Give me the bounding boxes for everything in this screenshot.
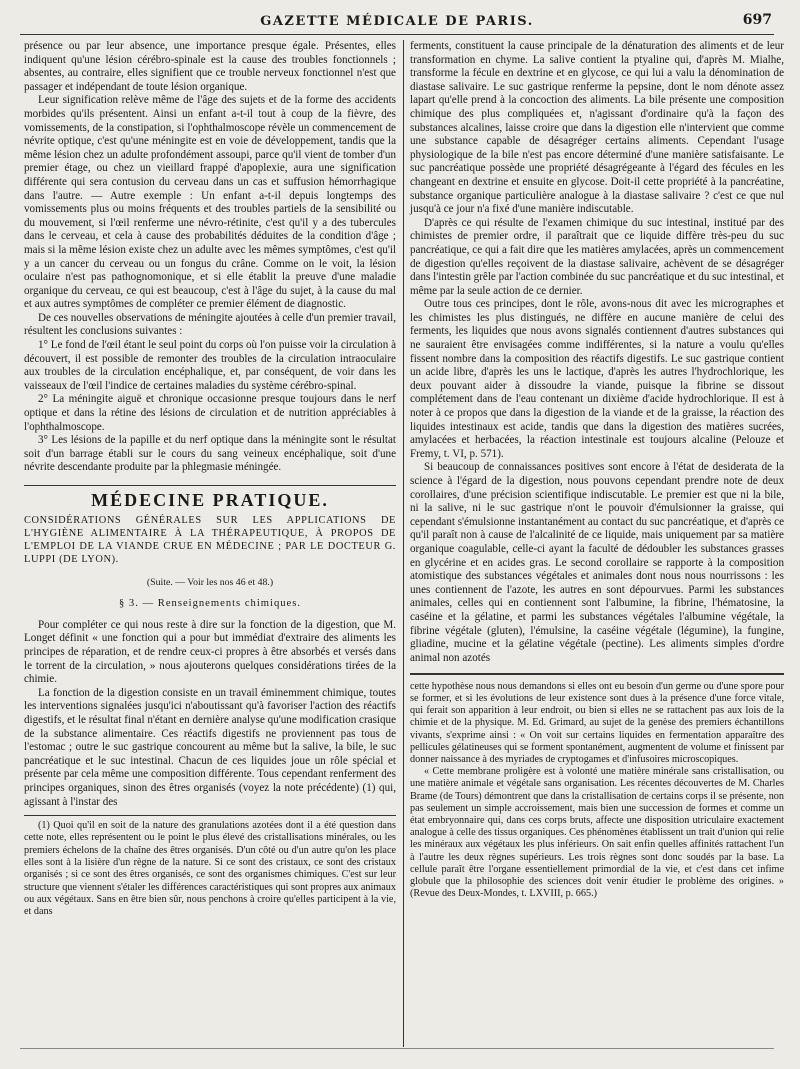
footnote-continued: « Cette membrane proligère est à volonté une matière minérale sans cristallisation, ou une matière animale et végétale sans organisation. Les récentes découvertes de M. Charles Brame (de Tours) démontrent que dans la cristallisation de certains corps il se présente, non pas seulement un simple accroissement, mais bien une succession de formes et comme un état embryonnaire qui, dans ces corps bruts, affecte une disposition utriculaire exactement analogue à celle des tissus organiques. Ces phénomènes établissent un trait d'union qui relie les minéraux aux végétaux les plus inférieurs. On sait enfin quelles affinités rattachent l'un à l'autre les deux règnes supérieurs. Les trois règnes sont donc soudés par la base. La cellule paraît être l'organe essentiellement primordial de la vie, et c'est dans cet infime globule que la philosophie des sciences doit venir étudier le problème des origines. » (Revue des Deux-Mondes, t. LXVIII, p. 665.) xyxy=(410,766,784,900)
footnote: (1) Quoi qu'il en soit de la nature des granulations azotées dont il a été question dans cette note, elles représentent ou le point le plus élevé des cristallisations minérales, ou les premiers échelons de la chaîne des êtres organisés. D'un côté ou d'un autre qu'on les place elles sont à la lisière d'un règne de la nature. Si ce sont des cristaux, ce sont des cristaux organisés ; si ce sont des êtres organisés, ce sont des organismes chimiques. C'est sur leur structure que viennent s'étaler les différences caractéristiques qui sont propres aux animaux ou aux végétaux. Sans en être bien sûr, nous penchons à croire qu'elles participent à la vie, et dans xyxy=(24,820,396,918)
paragraph: 1° Le fond de l'œil étant le seul point du corps où l'on puisse voir la circulation à découvert, il est possible de remonter des troubles de la circulation intraoculaire aux troubles de la circulation encéphalique, et, par conséquent, de voir dans les vaisseaux de l'œil l'indice de certaines maladies du système cérébro-spinal. xyxy=(24,339,396,392)
footnote-rule xyxy=(24,815,396,816)
column-divider xyxy=(403,40,404,1047)
article-subtitle: CONSIDÉRATIONS GÉNÉRALES SUR LES APPLICATIONS DE L'HYGIÈNE ALIMENTAIRE À LA THÉRAPEUTIQUE, À PROPOS DE L'EMPLOI DE LA VIANDE CRUE EN MÉDECINE ; PAR LE DOCTEUR G. LUPPI (DE LYON). xyxy=(24,514,396,565)
left-column xyxy=(24,40,396,918)
section-title: MÉDECINE PRATIQUE. xyxy=(91,490,329,510)
paragraph: Si beaucoup de connaissances positives sont encore à l'état de desiderata de la science à l'égard de la digestion, nous pouvons cependant prendre note de deux corollaires, d'une précision scientifique indiscutable. Le premier est que ni la bile, ni la salive, ni le suc gastrique n'ont le pouvoir d'émulsionner la graisse, qui cependant s'émulsionne instantanément au contact du suc pancréatique, et d'après ce qu'il paraît non à cause de l'alcalinité de ce liquide, mais uniquement par sa matière organique coagulable, celle-ci ayant la faculté de dédoubler les substances grasses en glycérine et en acides gras. Le second corollaire se rapporte à la composition atomistique des substances végétales et animales dont nous nous nourrissons : les unes contiennent de l'azote, les autres en sont dépourvues. Parmi les substances animales, celles qui en contiennent sont l'albumine, la fibrine, l'hématosine, la caséine et la gélatine, et parmi les substances végétales l'albumine végétale, la fibrine végétale (gluten), l'émulsine, la caséine végétale (légumine), la fungine, gliadine, mucine et la gélatine végétale (pectine). Les aliments simples d'ordre animal non azotés xyxy=(410,461,784,664)
page-bottom-edge xyxy=(20,1048,774,1049)
paragraph: D'après ce qui résulte de l'examen chimique du suc intestinal, institué par des chimistes de premier ordre, il paraîtrait que ce liquide diffère très-peu du suc pancréatique, ce qui a fait dire que les matières amylacées, après un commencement de digestion qu'elles reçoivent de la diastase salivaire, achèvent de se désagréger dans l'intestin grêle par l'action combinée du suc pancréatique et du suc intestinal, et même par la seule action de ce dernier. xyxy=(410,216,784,297)
footnote-rule xyxy=(410,673,784,675)
paragraph: Leur signification relève même de l'âge des sujets et de la forme des accidents morbides qu'ils présentent. Ainsi un enfant a-t-il tout à coup de la fièvre, des vomissements, de la constipation, si l'ophthalmoscope révèle un commencement de névrite optique, c'est qu'une méningite est en voie de développement, tandis que la même lésion chez un adulte profondément assoupi, parce qu'il vient de tomber d'un premier étage, ou chez un vieillard frappé d'apoplexie, aura une signification différente qui sera contusion du cerveau dans un cas et suffusion hémorrhagique dans l'autre. — Autre exemple : Un enfant a-t-il depuis longtemps des vomissements plus ou moins fréquents et des troubles partiels de la sensibilité ou du mouvement, si l'œil renferme une névro-rétinite, c'est qu'il y a des tubercules dans le cerveau, et cela à cause des probabilités déduites de la condition d'âge ; mais si la même lésion existe chez un adulte avec les mêmes symptômes, c'est qu'il y a un cancer du cerveau ou un fongus du crâne. Comme on le voit, la lésion oculaire n'est pas pathognomonique, et si elle établit la preuve d'une maladie organique du cerveau, ce qui est beaucoup, c'est à l'âge du sujet, à la cause du mal et aux autres symptômes de compléter ce premier élément de diagnostic. xyxy=(24,94,396,311)
paragraph: La fonction de la digestion consiste en un travail éminemment chimique, toutes les interventions signalées jusqu'ici n'aboutissant qu'à favoriser l'action des réactifs digestifs, et le résultat final n'étant en dernière analyse qu'une modification crasique de la substance alimentaire. Ces réactifs digestifs ne proviennent pas tous de l'estomac ; outre le suc gastrique concourent au même but la salive, la bile, le suc pancréatique et le suc intestinal. Chacun de ces liquides joue un rôle spécial et présente par cela même une composition différente. Tous cependant renferment des principes organiques, sinon des êtres organisés (voyez la note précédente) (1) qui, agissant à l'instar des xyxy=(24,686,396,808)
page-number: 697 xyxy=(742,12,772,28)
paragraph-heading: § 3. — Renseignements chimiques. xyxy=(118,598,302,610)
continuation-note: (Suite. — Voir les nos 46 et 48.) xyxy=(146,576,274,588)
section-header xyxy=(24,485,396,611)
right-column xyxy=(410,40,784,900)
paragraph: 2° La méningite aiguë et chronique occasionne presque toujours dans le nerf optique et dans la rétine des lésions de circulation et de nutrition appréciables à l'ophthalmoscope. xyxy=(24,393,396,433)
paragraph: présence ou par leur absence, une importance presque égale. Présentes, elles indiquent qu'une lésion cérébro-spinale est la cause des troubles fonctionnels ; absentes, au contraire, elles signifient que ce trouble nerveux fonctionnel n'est que passager et indépendant de toute lésion organique. xyxy=(24,40,396,93)
paragraph: ferments, constituent la cause principale de la dénaturation des aliments et de leur transformation en chyme. La salive contient la ptyaline qui, d'après M. Mialhe, transforme la fécule en dextrine et en glycose, ce qui lui a valu la dénomination de diastase salivaire. Le suc gastrique renferme la pepsine, dont le nom dénote assez lapart qu'elle prend à la concoction des aliments. La bile présente une composition chimique des plus compliquées et, n'agissant d'ordinaire qu'à la façon des substances alcalines, laisse croire que dans la digestion elle n'intervient que comme une substance capable de désagréger certains aliments. Cependant l'usage physiologique de la bile n'est pas encore déterminé d'une manière satisfaisante. Le suc pancréatique possède une propriété désagrégeante à l'égard des fécules en les changeant en dextrine et ensuite en glycose. Doit-il cette propriété à la pancréatine, substance organique particulière analogue à la diastase salivaire ? c'est ce que nul jusqu'à ce jour n'a fixé d'une manière indiscutable. xyxy=(410,40,784,216)
paragraph: Pour compléter ce qui nous reste à dire sur la fonction de la digestion, que M. Longet définit « une fonction qui a pour but immédiat d'extraire des aliments les principes de réparation, et de rendre ceux-ci propres à être absorbés et versés dans le torrent de la circulation, » nous ajouterons quelques considérations tirées de la chimie. xyxy=(24,618,396,686)
paragraph: De ces nouvelles observations de méningite ajoutées à celle d'un premier travail, résultent les conclusions suivantes : xyxy=(24,311,396,338)
page-header xyxy=(20,12,774,35)
journal-title: GAZETTE MÉDICALE DE PARIS. xyxy=(260,14,534,29)
footnote-continued: cette hypothèse nous nous demandons si elles ont eu besoin d'un germe ou d'une spore pour se former, et si les évolutions de leur existence sont dues à la présence d'une force vitale, qui ferait son apparition à leur endroit, ou bien si elles ne se rattachent pas aux lois de la chimie et de la physique. M. Ed. Grimard, au sujet de la genèse des premiers échantillons vivants, s'exprime ainsi : « On voit sur certains liquides en fermentation apparaître des pellicules gélatineuses qui se forment spontanément, augmentent de volume et finissent par donner naissance à des myriades de cryptogames et d'infusoires microscopiques. xyxy=(410,680,784,766)
paragraph: Outre tous ces principes, dont le rôle, avons-nous dit avec les micrographes et les chimistes les plus distingués, ne diffère en aucune manière de celui des ferments, les liquides que nous avons signalés contiennent d'autres substances qui ne sauraient être envisagées comme indifférentes, si la nature a voulu qu'elles fissent nombre dans la composition des réactifs digestifs. Le suc gastrique contient un acide libre, d'après les uns le lactique, d'après les autres l'hydrochlorique, les deux pouvant aider à dissoudre la viande, puisque la fibrine se dissout complétement dans de l'eau contenant un dixième d'acide hydrochlorique. Il est à noter à ce propos que dans la digestion de la viande et de la graisse, la réaction des liquides intestinaux est acide, tandis que dans la digestion des matières sucrées, amylacées et herbacées, la réaction intestinale est toujours alcaline (Pelouze et Fremy, t. VI, p. 571). xyxy=(410,298,784,460)
paragraph: 3° Les lésions de la papille et du nerf optique dans la méningite sont le résultat soit d'un barrage établi sur le cours du sang veineux encéphalique, soit d'une névrite descendante produite par la phlegmasie méningée. xyxy=(24,434,396,474)
